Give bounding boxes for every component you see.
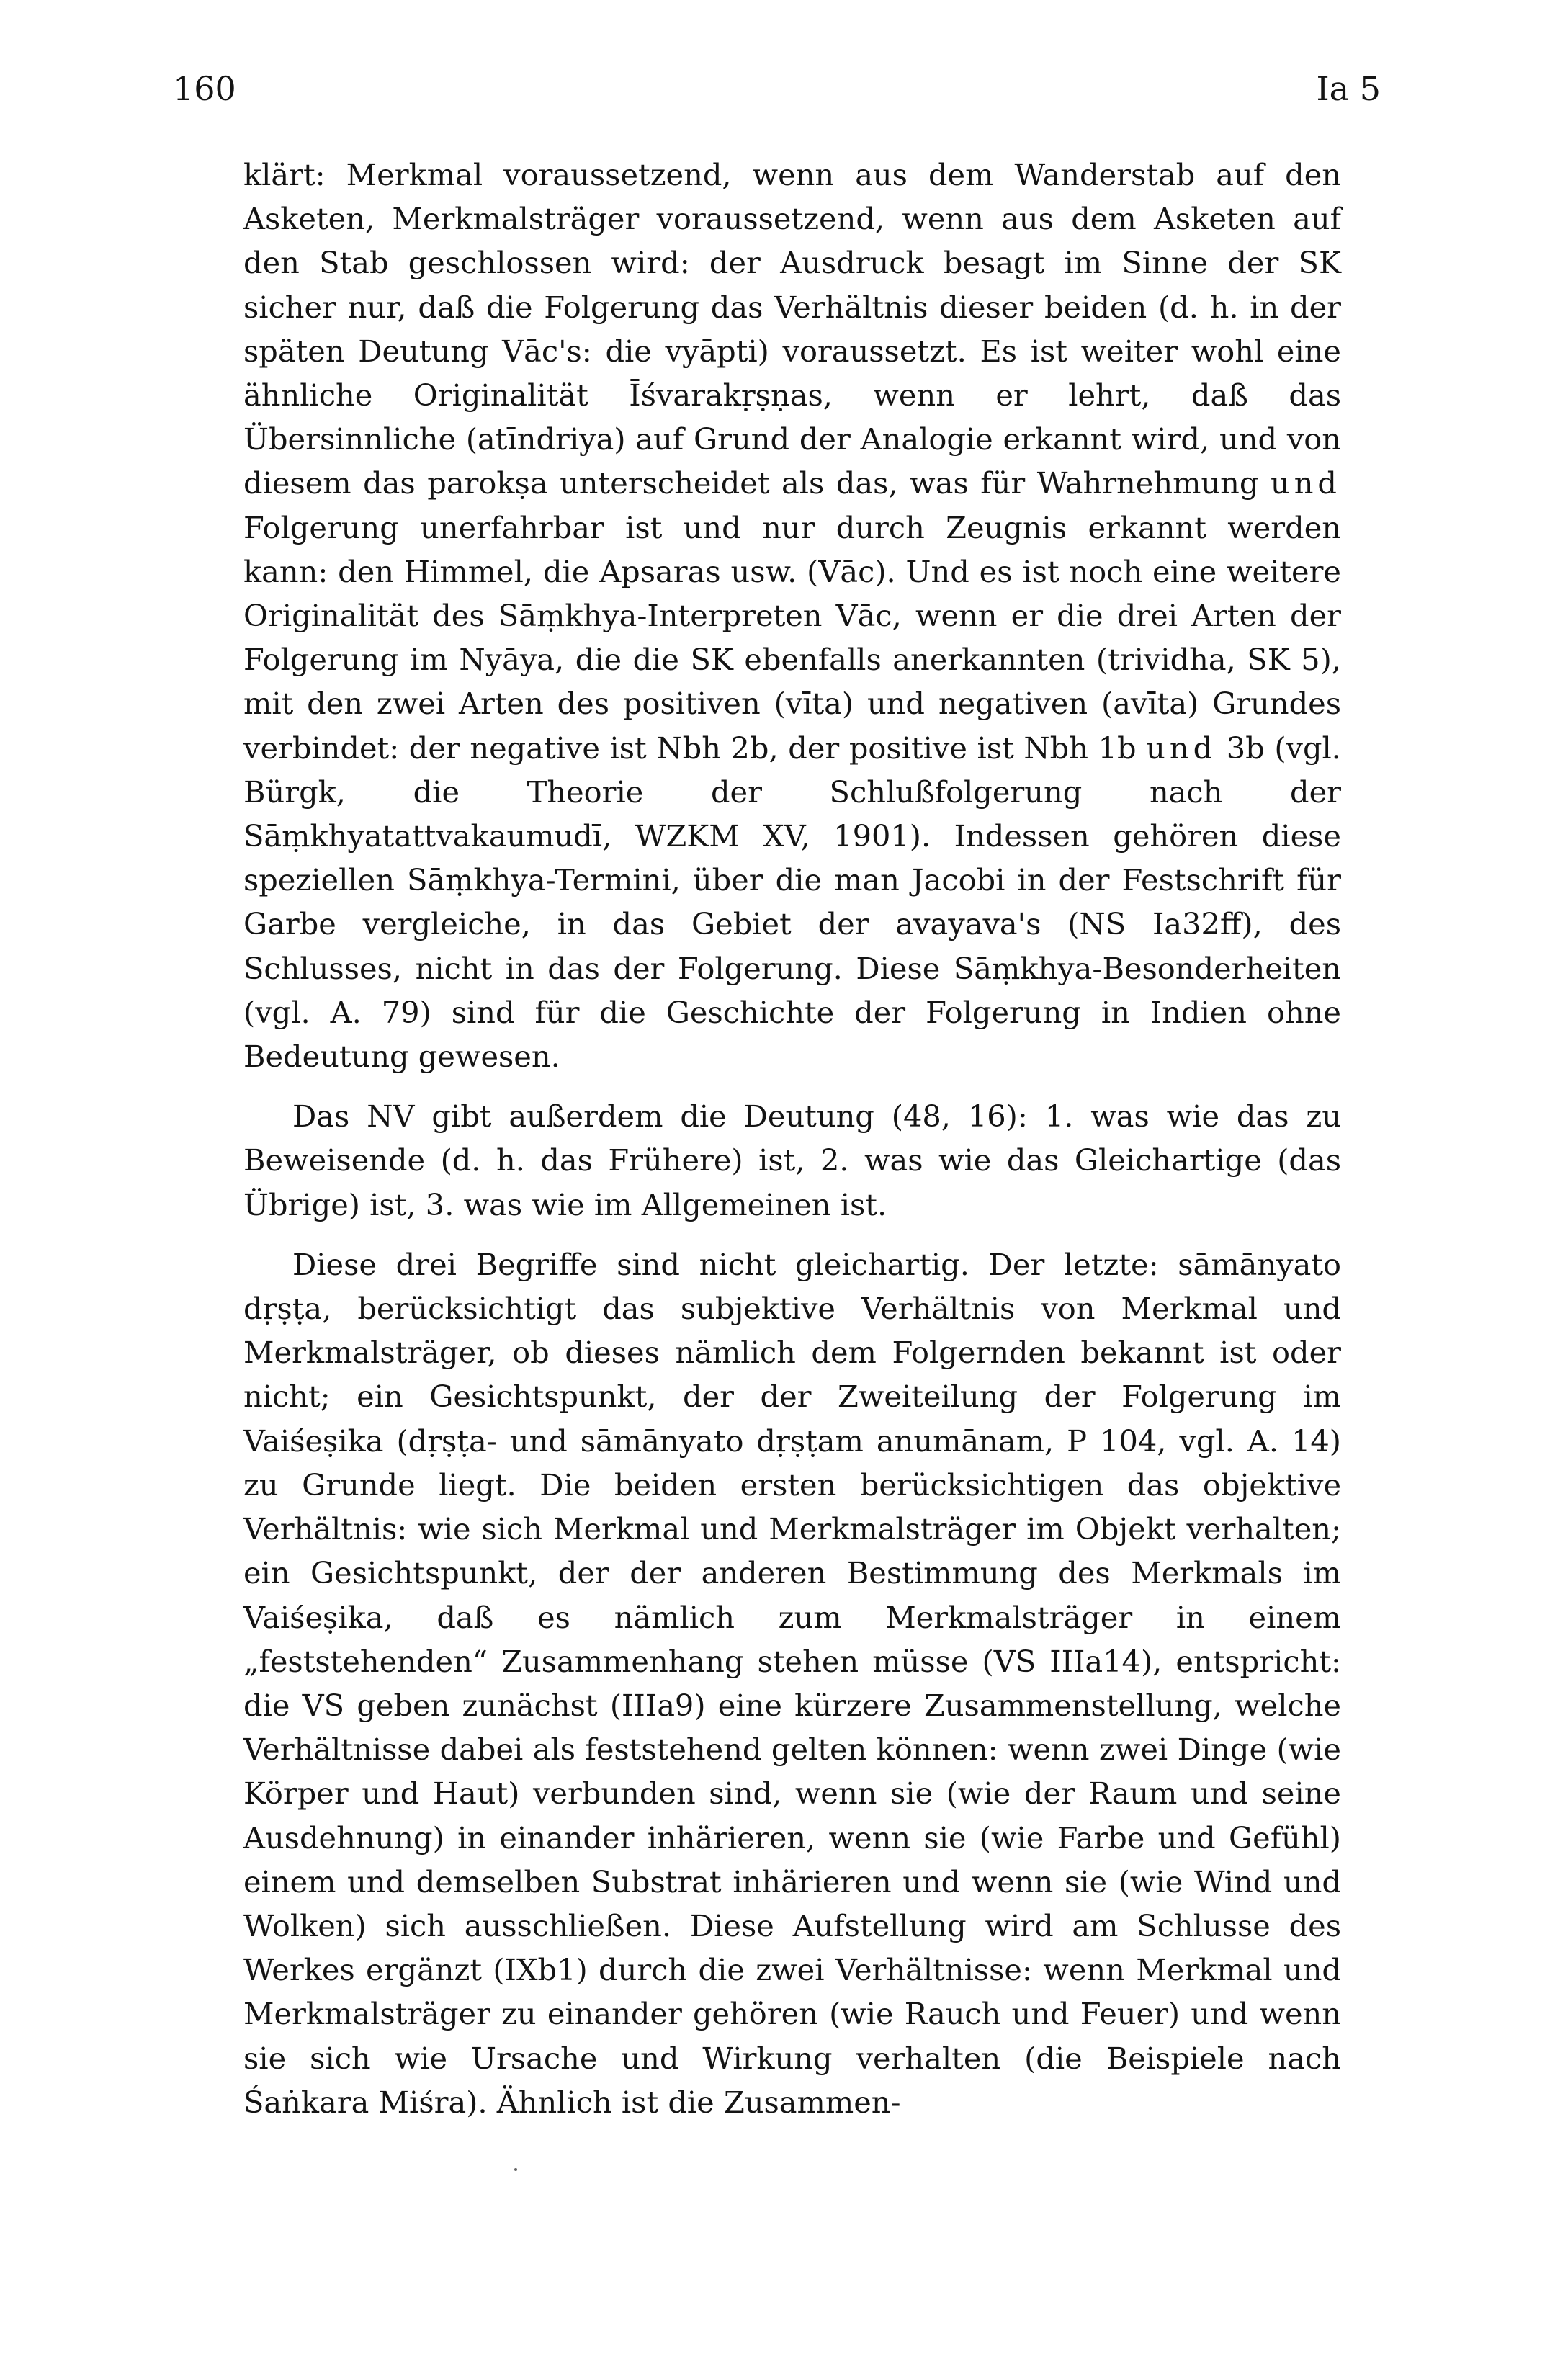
spaced-emphasis: und [1146, 730, 1217, 766]
paragraph-3 [243, 1243, 1341, 2124]
text-segment: Das NV gibt außerdem die Deutung (48, 16): 1. was wie das zu Beweisende (d. h. das Frühere) ist, 2. was wie das Gleichartige (das Übrige) ist, 3. was wie im Allgemeinen ist. [243, 1098, 1341, 1222]
text-segment: Diese drei Begriffe sind nicht gleichartig. Der letzte: sāmānyato dṛṣṭa, berücksichtigt das subjektive Verhältnis von Merkmal und Merkmalsträger, ob dieses nämlich dem Folgernden bekannt ist oder nicht; ein Gesichtspunkt, der der Zweiteilung der Folgerung im Vaiśeṣika (dṛṣṭa- und sāmānyato dṛṣṭam anumānam, P 104, vgl. A. 14) zu Grunde liegt. Die beiden ersten berücksichtigen das objektive Verhältnis: wie sich Merkmal und Merkmalsträger im Objekt verhalten; ein Gesichtspunkt, der der anderen Bestimmung des Merkmals im Vaiśeṣika, daß es nämlich zum Merkmalsträger in einem „feststehenden“ Zusammenhang stehen müsse (VS IIIa14), entspricht: die VS geben zunächst (IIIa9) eine kürzere Zusammenstellung, welche Verhältnisse dabei als feststehend gelten können: wenn zwei Dinge (wie Körper und Haut) verbunden sind, wenn sie (wie der Raum und seine Ausdehnung) in einander inhärieren, wenn sie (wie Farbe und Gefühl) einem und demselben Substrat inhärieren und wenn sie (wie Wind und Wolken) sich ausschließen. Diese Aufstellung wird am Schlusse des Werkes ergänzt (IXb1) durch die zwei Verhältnisse: wenn Merkmal und Merkmalsträger zu einander gehören (wie Rauch und Feuer) und wenn sie sich wie Ursache und Wirkung verhalten (die Beispiele nach Śaṅkara Miśra). Ähnlich ist die Zusammen- [243, 1246, 1341, 2120]
text-segment: klärt: Merkmal voraussetzend, wenn aus dem Wanderstab auf den Asketen, Merkmalsträger voraussetzend, wenn aus dem Asketen auf den Stab geschlossen wird: der Ausdruck besagt im Sinne der SK sicher nur, daß die Folgerung das Verhältnis dieser beiden (d. h. in der späten Deutung Vāc's: die vyāpti) voraussetzt. Es ist weiter wohl eine ähnliche Originalität Īśvarakṛṣṇas, wenn er lehrt, daß das Übersinnliche (atīndriya) auf Grund der Analogie erkannt wird, und von diesem das parokṣa unterscheidet als das, was für Wahrnehmung [243, 157, 1341, 501]
paragraph-2 [243, 1094, 1341, 1227]
text-segment: 3b (vgl. Bürgk, die Theorie der Schlußfolgerung nach der Sāṃkhyatattvakaumudī, WZKM XV, 1901). Indessen gehören diese speziellen Sāṃkhya-Termini, über die man Jacobi in der Festschrift für Garbe vergleiche, in das Gebiet der avayava's (NS Ia32ff), des Schlusses, nicht in das der Folgerung. Diese Sāṃkhya-Besonderheiten (vgl. A. 79) sind für die Geschichte der Folgerung in Indien ohne Bedeutung gewesen. [243, 730, 1341, 1075]
spaced-emphasis: und [1270, 465, 1341, 501]
print-speck [514, 2168, 517, 2171]
body-text [243, 153, 1341, 2124]
running-header [173, 63, 1381, 114]
section-label: Ia 5 [1316, 69, 1381, 108]
text-segment: Folgerung unerfahrbar ist und nur durch Zeugnis erkannt werden kann: den Himmel, die Apsaras usw. (Vāc). Und es ist noch eine weitere Originalität des Sāṃkhya-Interpreten Vāc, wenn er die drei Arten der Folgerung im Nyāya, die die SK ebenfalls anerkannten (trividha, SK 5), mit den zwei Arten des positiven (vīta) und negativen (avīta) Grundes verbindet: der negative ist Nbh 2b, der positive ist Nbh 1b [243, 509, 1341, 766]
page-number: 160 [173, 69, 236, 108]
paragraph-1 [243, 153, 1341, 1078]
